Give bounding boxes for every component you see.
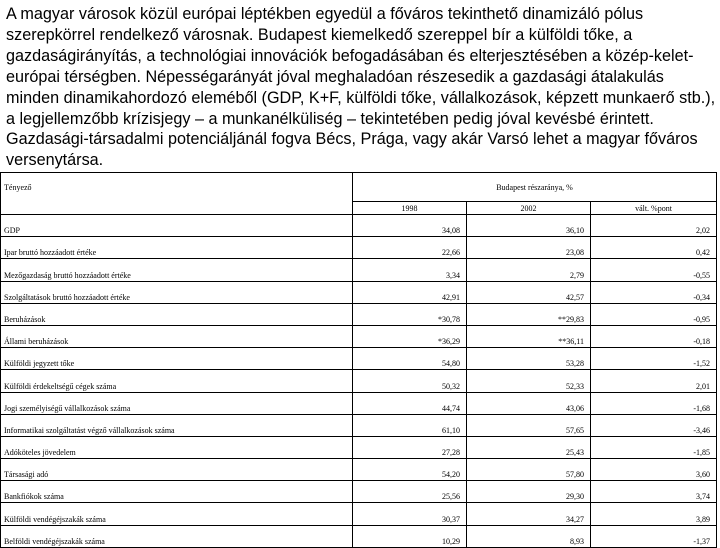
value-1998: 22,66 (353, 237, 467, 259)
table-row (1, 215, 717, 237)
row-label: Informatikai szolgáltatást végző vállalkozások száma (1, 414, 353, 436)
value-2002: 2,79 (467, 259, 591, 281)
column-header-1998: 1998 (353, 202, 467, 215)
value-2002: 42,57 (467, 281, 591, 303)
row-label: Bankfiókok száma (1, 481, 353, 503)
table-row (1, 414, 717, 436)
group-header: Budapest részaránya, % (353, 173, 717, 202)
table-row (1, 303, 717, 325)
value-change: 2,01 (591, 370, 717, 392)
value-1998: 3,34 (353, 259, 467, 281)
value-1998: 10,29 (353, 525, 467, 547)
value-change: 0,42 (591, 237, 717, 259)
value-1998: 54,80 (353, 348, 467, 370)
row-label: GDP (1, 215, 353, 237)
value-change: -1,85 (591, 436, 717, 458)
intro-paragraph: A magyar városok közül európai léptékben egyedül a főváros tekinthető dinamizáló pólus szerepkörrel rendelkező városnak. Budapest kiemelkedő szereppel bír a külföldi tőke, a gazdaságirányítás, a technológiai innovációk befogadásában és elterjesztésében a közép-kelet-európai térségben. Népességarányát jóval meghaladóan részesedik a gazdasági átalakulás minden dinamikahordozó eleméből (GDP, K+F, külföldi tőke, vállalkozások, képzett munkaerő stb.), a legjellemzőbb krízisjegy – a munkanélküliség – tekintetében pedig jóval kevésbé érintett. Gazdasági-társadalmi potenciáljánál fogva Bécs, Prága, vagy akár Varsó lehet a magyar főváros versenytársa. (6, 5, 716, 170)
row-label: Társasági adó (1, 459, 353, 481)
row-label: Külföldi jegyzett tőke (1, 348, 353, 370)
value-change: -3,46 (591, 414, 717, 436)
value-2002: 25,43 (467, 436, 591, 458)
row-label: Külföldi vendégéjszakák száma (1, 503, 353, 525)
value-change: -0,34 (591, 281, 717, 303)
value-1998: 42,91 (353, 281, 467, 303)
value-1998: *30,78 (353, 303, 467, 325)
value-1998: 50,32 (353, 370, 467, 392)
column-header-change: vált. %pont (591, 202, 717, 215)
value-change: 3,60 (591, 459, 717, 481)
value-1998: *36,29 (353, 325, 467, 347)
row-label: Külföldi érdekeltségű cégek száma (1, 370, 353, 392)
value-change: -1,37 (591, 525, 717, 547)
value-1998: 61,10 (353, 414, 467, 436)
value-2002: 29,30 (467, 481, 591, 503)
table-row (1, 436, 717, 458)
value-2002: 43,06 (467, 392, 591, 414)
table-row (1, 348, 717, 370)
column-header-2002: 2002 (467, 202, 591, 215)
row-label: Állami beruházások (1, 325, 353, 347)
table-row (1, 503, 717, 525)
value-change: 3,89 (591, 503, 717, 525)
table-row (1, 525, 717, 547)
value-change: -1,52 (591, 348, 717, 370)
value-1998: 25,56 (353, 481, 467, 503)
value-2002: 23,08 (467, 237, 591, 259)
value-2002: 36,10 (467, 215, 591, 237)
value-1998: 34,08 (353, 215, 467, 237)
table-row (1, 237, 717, 259)
row-label: Belföldi vendégéjszakák száma (1, 525, 353, 547)
row-label: Beruházások (1, 303, 353, 325)
table-row (1, 259, 717, 281)
row-label: Adóköteles jövedelem (1, 436, 353, 458)
table-row (1, 325, 717, 347)
value-1998: 30,37 (353, 503, 467, 525)
table-row (1, 481, 717, 503)
value-2002: **29,83 (467, 303, 591, 325)
table-row (1, 392, 717, 414)
value-2002: 53,28 (467, 348, 591, 370)
data-table-container (0, 172, 720, 546)
value-2002: 34,27 (467, 503, 591, 525)
value-2002: 57,80 (467, 459, 591, 481)
value-1998: 27,28 (353, 436, 467, 458)
value-change: -0,95 (591, 303, 717, 325)
value-change: -0,18 (591, 325, 717, 347)
value-2002: 8,93 (467, 525, 591, 547)
budapest-share-table (0, 172, 717, 548)
row-label: Ipar bruttó hozzáadott értéke (1, 237, 353, 259)
value-2002: **36,11 (467, 325, 591, 347)
value-change: 2,02 (591, 215, 717, 237)
value-2002: 52,33 (467, 370, 591, 392)
value-2002: 57,65 (467, 414, 591, 436)
table-body (1, 215, 717, 548)
table-row (1, 459, 717, 481)
value-change: -0,55 (591, 259, 717, 281)
value-change: 3,74 (591, 481, 717, 503)
value-1998: 54,20 (353, 459, 467, 481)
row-label: Jogi személyiségű vállalkozások száma (1, 392, 353, 414)
value-1998: 44,74 (353, 392, 467, 414)
row-label: Szolgáltatások bruttó hozzáadott értéke (1, 281, 353, 303)
row-label: Mezőgazdaság bruttó hozzáadott értéke (1, 259, 353, 281)
table-row (1, 370, 717, 392)
factor-header: Tényező (1, 173, 353, 215)
table-row (1, 281, 717, 303)
value-change: -1,68 (591, 392, 717, 414)
